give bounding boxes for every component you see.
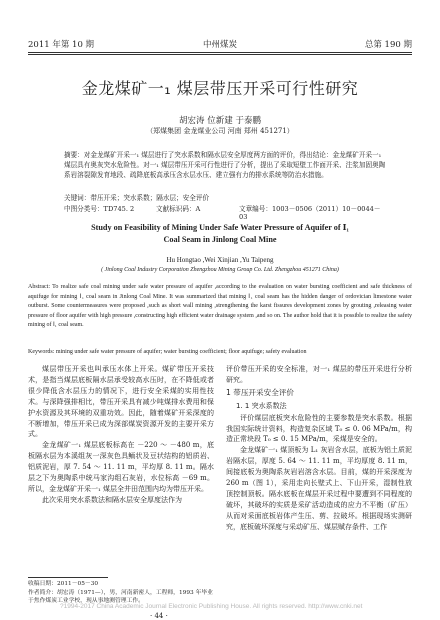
header-rule [28, 52, 412, 53]
header-journal: 中州煤炭 [202, 40, 237, 50]
body-column-left [28, 364, 214, 506]
paragraph: 金龙煤矿一₁ 煤顶板为 L₁ 灰岩含水层，底板为铝土质泥岩隔水层，厚度 5. 64 ～ 11. 11 m，平均厚度 8. 11 m，间接底板为奥陶系灰岩岩溶含水层。目前，煤的开采深度为 260 m（图 1），采用走向长壁式上、下山开采，湿制性放顶控制顶板。隔水底板在煤层开采过程中要遭到不同程度的破坏，其破坏的实质是采矿活动造成的应力不平衡（矿压）从而对采面底板岩体产生压、剪、拉破坏。根据现场实测研究，底板破坏深度与采动矿压、煤层赋存条件、工作 [226, 446, 412, 531]
paragraph: 此次采用突水系数法和隔水层安全厚度法作为 [42, 495, 182, 504]
article-number: 文章编号：1003－0506（2011）10－0044－03 [239, 205, 381, 221]
footnote-rule [28, 577, 108, 578]
english-title-line-2: Coal Seam in Jinlong Coal Mine [163, 235, 277, 244]
paragraph: 评价带压开采的安全标准，对一₁ 煤层的带压开采进行分析研究。 [226, 365, 412, 384]
paper-title: 金龙煤矿一₁ 煤层带压开采可行性研究 [81, 79, 359, 98]
abstract-cn: 摘要：对金龙煤矿开采一₁ 煤层进行了突水系数和隔水层安全厚度两方面的评价，得出结论：金龙煤矿开采一₁ 煤层具有奥灰突水危险性。对一₁ 煤层带压开采可行性进行了分析，提出了采取短壁工作面开采、注浆加固奥陶系岩溶裂隙发育地段、疏降底板高承压含水层水压、建立强有力的排水系统等防治水措施。 [64, 151, 386, 179]
english-affiliation: ( Jinlong Coal Industry Corporation Zhengzhou Mining Group Co. Ltd. Zhengzhou 451271 China) [101, 267, 339, 273]
subsection-heading: 1. 1 突水系数法 [236, 401, 287, 410]
english-title-line-1: Study on Feasibility of Mining Under Safe Water Pressure of Aquifer of Ⅰ₁ [91, 223, 349, 232]
body-column-right [226, 364, 412, 533]
english-keywords: Keywords: mining under safe water pressure of aquifer; water bursting coefficient; floor aquifuge; safety evaluation [28, 349, 307, 355]
copyright-footer: ?1994-2017 China Academic Journal Electronic Publishing House. All rights reserved. http://www.cnki.net [60, 603, 363, 610]
header-total-issue: 总第 190 期 [364, 40, 412, 50]
footnote: 收稿日期：2011－05－30 作者简介：胡宏涛（1971—），男，河南新密人，工程师，1993 年毕业于焦作煤炭工业学校，现从事地测管理工作。 [28, 581, 213, 604]
clc-number: 中图分类号：TD745. 2 [64, 205, 135, 213]
paragraph: 评价煤层底板突水危险性的主要参数是突水系数。根据我国实际统计资料，构造复杂区域 T₀ ≤ 0. 06 MPa/m，构造正常块段 T₀ ≤ 0. 15 MPa/m，采煤是安全的。 [226, 413, 412, 444]
keywords-cn: 关键词：带压开采；突水系数；隔水层；安全评价 [64, 194, 210, 202]
page-number: · 44 · [150, 612, 168, 620]
running-header [28, 38, 412, 52]
english-title [0, 222, 440, 246]
header-rule-thin [28, 54, 412, 55]
authors: 胡宏涛 位新建 于泰鹏 [179, 116, 261, 126]
document-code: 文献标识码：A [156, 205, 201, 213]
english-abstract: Abstract: To realize safe coal mining under safe water pressure of aquifer ,according to the evaluation on water bursting coefficient and safe thickness of aquifuge for mining Ⅰ₁ coal seam in Jinlong Coal Mine. It was summarized that mining Ⅰ₁ coal seam has the hidden danger of ordovician limestone water outburst. Some countermeasures were proposed ,such as short wall mining ,strengthening the karst fissures development zones by grouting ,releasing water pressure of floor aquifer with high pressure ,constructing high efficient water drainage system ,and so on. The author hold that it is possible to realize the safety mining of Ⅰ₁ coal seam. [28, 284, 412, 329]
paragraph: 金龙煤矿一₁ 煤层底板标高在 －220 ～ －480 m，底板隔水层为本溪组灰一深灰色具鲕状及豆状结构的铝质岩、铝质泥岩，厚 7. 54 ～ 11. 11 m，平均厚 8. 11 m。隔水层之下为奥陶系中统马家沟组石灰岩，水位标高 －69 m。所以，金龙煤矿开采一₁ 煤层全井田范围内均为带压开采。 [28, 441, 214, 493]
affiliation: （郑煤集团 金龙煤业公司 河南 郑州 451271） [146, 127, 294, 135]
paragraph: 煤层带压开采也叫承压水体上开采。煤矿带压开采技术，是指当煤层底板隔水层承受较高水压时，在不降低或者很少降低含水层压力的情况下，进行安全采煤的实用性技术。与深降强排相比，带压开采具有减少吨煤排水费用和保护水资源及其环境的双重功效。因此，随着煤矿开采深度的不断增加，带压开采已成为深部煤炭资源开发的主要开采方式。 [28, 365, 214, 439]
section-heading: 1 带压开采安全评价 [226, 387, 294, 397]
english-authors: Hu Hongtao ,Wei Xinjian ,Yu Taipeng [166, 256, 274, 264]
header-issue: 2011 年第 10 期 [28, 40, 95, 50]
